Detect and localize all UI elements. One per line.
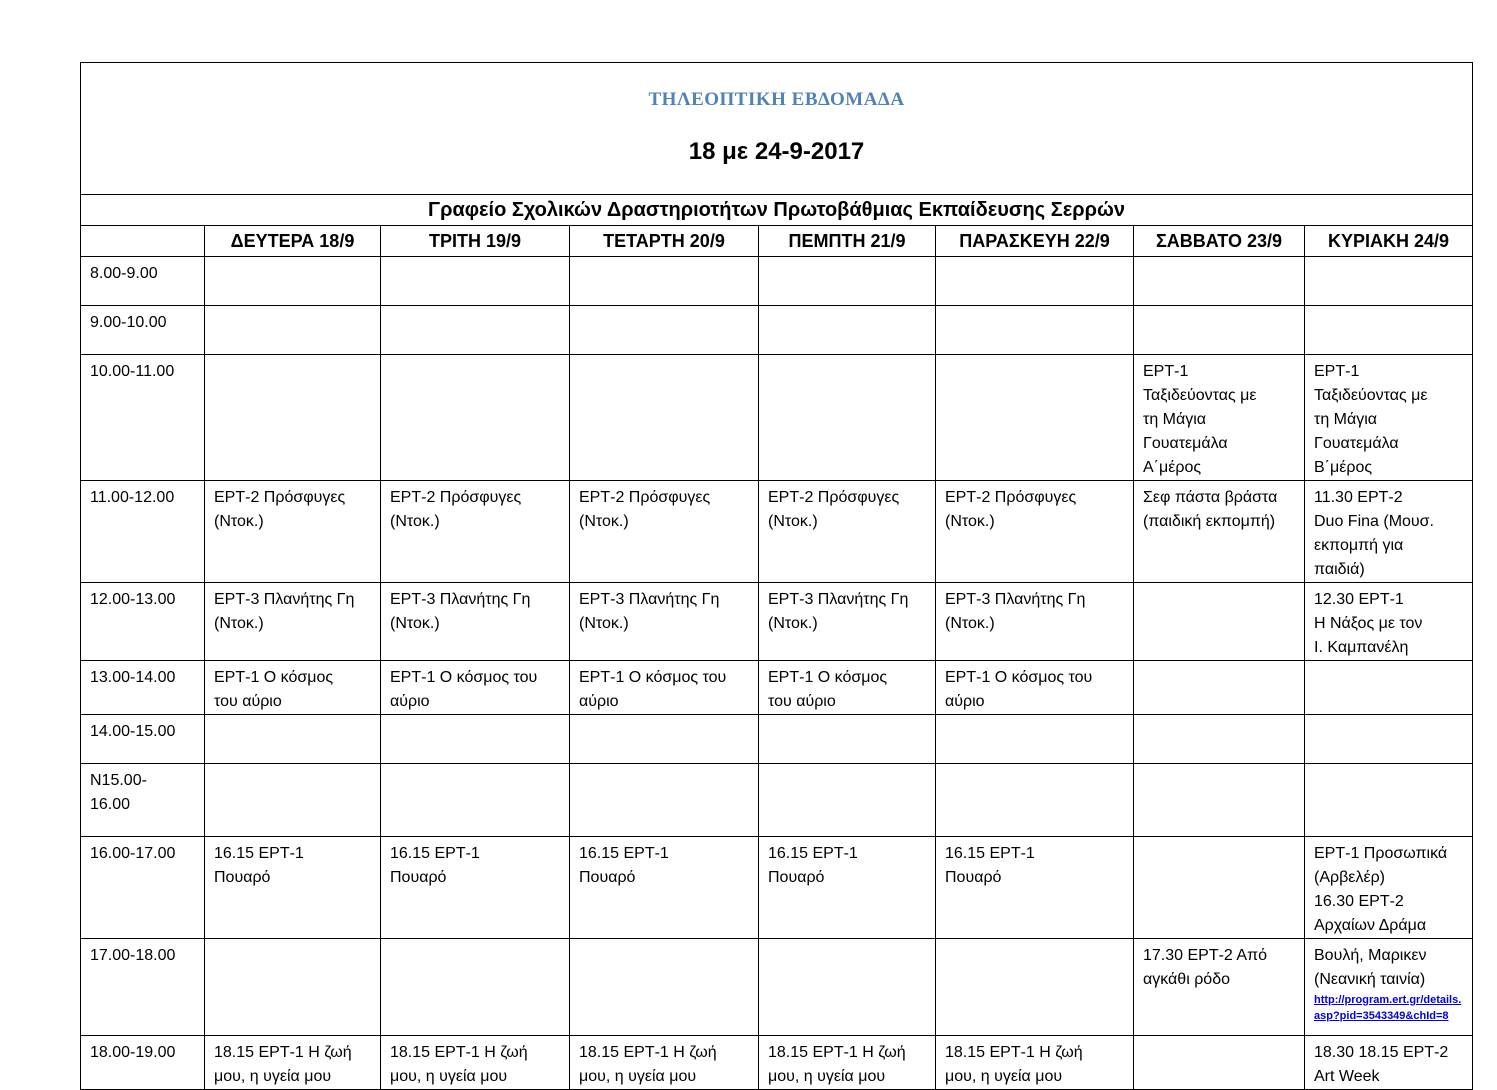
program-cell <box>1134 661 1305 715</box>
program-cell <box>570 939 759 1036</box>
program-cell <box>1134 1036 1305 1090</box>
table-row <box>81 939 1473 1036</box>
program-cell: 16.15 ΕΡΤ-1 Πουαρό <box>381 837 570 939</box>
program-cell <box>936 939 1134 1036</box>
time-slot: 11.00-12.00 <box>81 481 205 583</box>
program-cell: ΕΡΤ-1 Ταξιδεύοντας με τη Μάγια Γουατεμάλα Β΄μέρος <box>1305 355 1473 481</box>
program-cell <box>1305 257 1473 306</box>
time-slot: 14.00-15.00 <box>81 715 205 764</box>
time-slot: 10.00-11.00 <box>81 355 205 481</box>
program-cell <box>205 715 381 764</box>
table-row <box>81 257 1473 306</box>
day-header: ΤΡΙΤΗ 19/9 <box>381 226 570 257</box>
program-link[interactable]: http://program.ert.gr/details.asp?pid=3543349&chId=8 <box>1314 994 1462 1022</box>
table-row <box>81 481 1473 583</box>
program-cell <box>205 306 381 355</box>
time-slot: 13.00-14.00 <box>81 661 205 715</box>
program-cell <box>205 939 381 1036</box>
table-row <box>81 661 1473 715</box>
time-slot: 18.00-19.00 <box>81 1036 205 1090</box>
program-cell <box>936 764 1134 837</box>
program-cell <box>936 355 1134 481</box>
program-cell <box>205 257 381 306</box>
schedule-sheet <box>80 62 1472 1090</box>
program-cell: 18.15 ΕΡΤ-1 Η ζωή μου, η υγεία μου <box>570 1036 759 1090</box>
program-cell: 11.30 ΕΡΤ-2 Duo Fina (Μουσ. εκπομπή για παιδιά) <box>1305 481 1473 583</box>
program-cell <box>1305 715 1473 764</box>
program-cell <box>381 257 570 306</box>
day-header: ΚΥΡΙΑΚΗ 24/9 <box>1305 226 1473 257</box>
day-header: ΤΕΤΑΡΤΗ 20/9 <box>570 226 759 257</box>
program-cell <box>1134 764 1305 837</box>
program-cell-with-link <box>1305 939 1473 1036</box>
program-cell: 16.15 ΕΡΤ-1 Πουαρό <box>936 837 1134 939</box>
program-cell <box>936 715 1134 764</box>
time-slot: 16.00-17.00 <box>81 837 205 939</box>
program-cell: ΕΡΤ-3 Πλανήτης Γη (Ντοκ.) <box>759 583 936 661</box>
program-cell: ΕΡΤ-1 Προσωπικά (Αρβελέρ) 16.30 ΕΡΤ-2 Αρχαίων Δράμα <box>1305 837 1473 939</box>
program-cell: ΕΡΤ-1 Ο κόσμος του αύριο <box>205 661 381 715</box>
tv-schedule-table <box>80 62 1473 1090</box>
program-cell: ΕΡΤ-1 Ο κόσμος του αύριο <box>570 661 759 715</box>
program-cell: 18.30 18.15 ΕΡΤ-2 Art Week <box>1305 1036 1473 1090</box>
time-slot: 12.00-13.00 <box>81 583 205 661</box>
program-cell: 17.30 ΕΡΤ-2 Από αγκάθι ρόδο <box>1134 939 1305 1036</box>
program-cell: 18.15 ΕΡΤ-1 Η ζωή μου, η υγεία μου <box>759 1036 936 1090</box>
program-cell: ΕΡΤ-3 Πλανήτης Γη (Ντοκ.) <box>570 583 759 661</box>
program-cell <box>1134 257 1305 306</box>
program-cell <box>205 355 381 481</box>
program-cell <box>1134 306 1305 355</box>
program-cell <box>205 764 381 837</box>
table-row <box>81 715 1473 764</box>
program-cell <box>759 764 936 837</box>
program-cell <box>1305 764 1473 837</box>
program-cell: 12.30 ΕΡΤ-1 Η Νάξος με τον Ι. Καμπανέλη <box>1305 583 1473 661</box>
program-cell: ΕΡΤ-1 Ο κόσμος του αύριο <box>381 661 570 715</box>
program-cell <box>570 764 759 837</box>
time-slot: 8.00-9.00 <box>81 257 205 306</box>
table-row <box>81 837 1473 939</box>
program-cell: ΕΡΤ-1 Ο κόσμος του αύριο <box>936 661 1134 715</box>
office-name: Γραφείο Σχολικών Δραστηριοτήτων Πρωτοβάθμιας Εκπαίδευσης Σερρών <box>81 195 1473 226</box>
program-cell <box>1305 306 1473 355</box>
program-cell <box>759 715 936 764</box>
table-row <box>81 583 1473 661</box>
header-corner <box>81 226 205 257</box>
program-cell <box>381 715 570 764</box>
program-cell <box>1305 661 1473 715</box>
program-cell <box>936 257 1134 306</box>
program-cell <box>570 257 759 306</box>
program-cell <box>759 939 936 1036</box>
program-cell <box>759 306 936 355</box>
table-row <box>81 764 1473 837</box>
program-cell: 18.15 ΕΡΤ-1 Η ζωή μου, η υγεία μου <box>381 1036 570 1090</box>
day-header: ΠΕΜΠΤΗ 21/9 <box>759 226 936 257</box>
program-cell <box>759 257 936 306</box>
program-cell <box>759 355 936 481</box>
program-cell: 18.15 ΕΡΤ-1 Η ζωή μου, η υγεία μου <box>205 1036 381 1090</box>
day-header: ΣΑΒΒΑΤΟ 23/9 <box>1134 226 1305 257</box>
table-row <box>81 1036 1473 1090</box>
program-cell: 16.15 ΕΡΤ-1 Πουαρό <box>570 837 759 939</box>
day-header: ΠΑΡΑΣΚΕΥΗ 22/9 <box>936 226 1134 257</box>
program-cell: ΕΡΤ-2 Πρόσφυγες (Ντοκ.) <box>570 481 759 583</box>
program-cell <box>570 355 759 481</box>
program-cell: ΕΡΤ-2 Πρόσφυγες (Ντοκ.) <box>381 481 570 583</box>
program-cell: ΕΡΤ-2 Πρόσφυγες (Ντοκ.) <box>936 481 1134 583</box>
program-cell <box>570 306 759 355</box>
program-cell: ΕΡΤ-3 Πλανήτης Γη (Ντοκ.) <box>205 583 381 661</box>
program-cell <box>381 764 570 837</box>
program-cell: 16.15 ΕΡΤ-1 Πουαρό <box>205 837 381 939</box>
program-cell: Σεφ πάστα βράστα (παιδική εκπομπή) <box>1134 481 1305 583</box>
time-slot: 17.00-18.00 <box>81 939 205 1036</box>
time-slot: 9.00-10.00 <box>81 306 205 355</box>
program-cell: 18.15 ΕΡΤ-1 Η ζωή μου, η υγεία μου <box>936 1036 1134 1090</box>
page-title: ΤΗΛΕΟΠΤΙΚΗ ΕΒΔΟΜΑΔΑ <box>648 89 905 110</box>
program-cell <box>570 715 759 764</box>
program-cell: ΕΡΤ-1 Ταξιδεύοντας με τη Μάγια Γουατεμάλα Α΄μέρος <box>1134 355 1305 481</box>
program-text: Βουλή, Μαρικεν (Νεανική ταινία) <box>1314 947 1427 988</box>
program-cell <box>381 355 570 481</box>
day-header-row <box>81 226 1473 257</box>
table-row <box>81 306 1473 355</box>
day-header: ΔΕΥΤΕΡΑ 18/9 <box>205 226 381 257</box>
program-cell <box>1134 583 1305 661</box>
program-cell <box>1134 715 1305 764</box>
program-cell: ΕΡΤ-2 Πρόσφυγες (Ντοκ.) <box>759 481 936 583</box>
program-cell <box>936 306 1134 355</box>
program-cell: ΕΡΤ-1 Ο κόσμος του αύριο <box>759 661 936 715</box>
table-row <box>81 355 1473 481</box>
program-cell <box>381 939 570 1036</box>
program-cell: 16.15 ΕΡΤ-1 Πουαρό <box>759 837 936 939</box>
title-cell <box>81 63 1473 195</box>
program-cell <box>1134 837 1305 939</box>
program-cell: ΕΡΤ-3 Πλανήτης Γη (Ντοκ.) <box>381 583 570 661</box>
program-cell: ΕΡΤ-2 Πρόσφυγες (Ντοκ.) <box>205 481 381 583</box>
program-cell <box>381 306 570 355</box>
program-cell: ΕΡΤ-3 Πλανήτης Γη (Ντοκ.) <box>936 583 1134 661</box>
time-slot: Ν15.00- 16.00 <box>81 764 205 837</box>
date-range: 18 με 24-9-2017 <box>688 138 865 165</box>
